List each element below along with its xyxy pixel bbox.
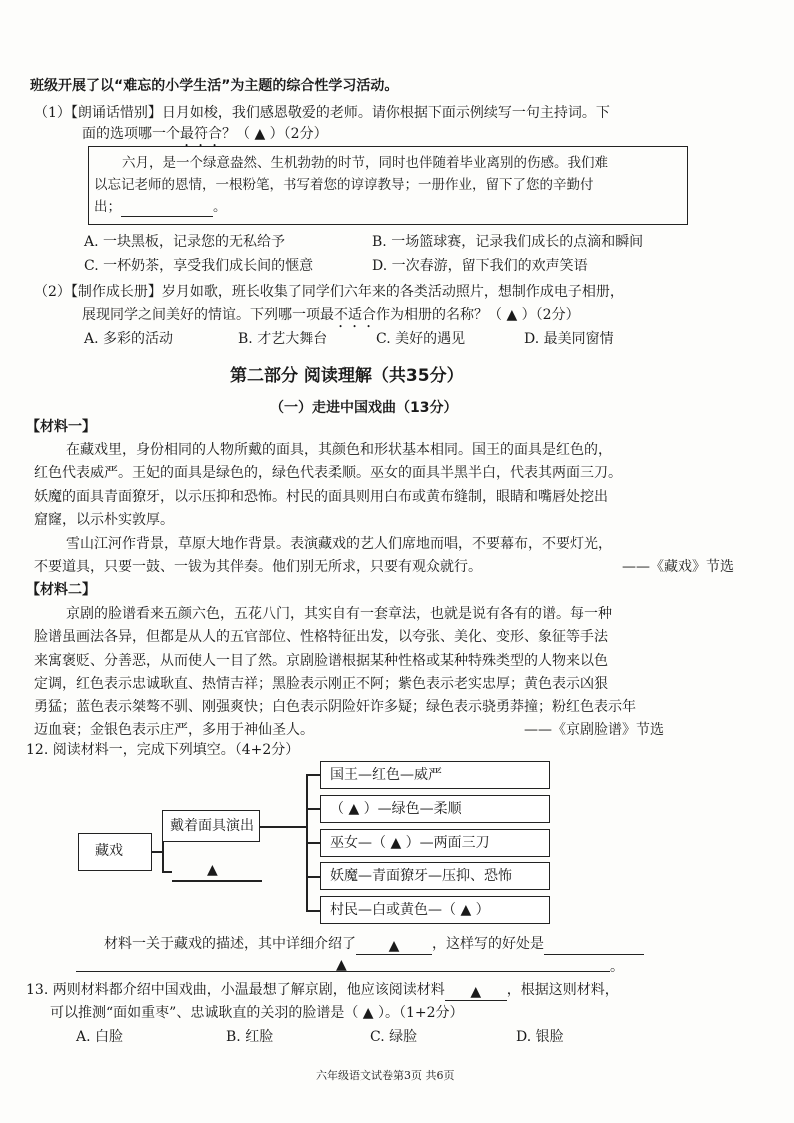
q2-option-b[interactable]: B. 才艺大舞台 xyxy=(238,331,328,347)
answer-line-mark: ▲ xyxy=(336,957,347,973)
material1-heading: 【材料一】 xyxy=(26,419,96,435)
diagram-leaf-label: 国王—红色—威严 xyxy=(330,767,442,783)
material2-line: 来寓褒贬、分善恶，从而使人一目了然。京剧脸谱根据某种性格或某种特殊类型的人物来以色 xyxy=(34,653,608,669)
box-line1: 六月，是一个绿意盎然、生机勃勃的时节，同时也伴随着毕业离别的伤感。我们难 xyxy=(122,155,608,171)
connector xyxy=(306,842,320,844)
diagram-leaf-label: 妖魔—青面獠牙—压抑、恐怖 xyxy=(330,868,512,884)
material1-line: 红色代表威严。王妃的面具是绿色的，绿色代表柔顺。巫女的面具半黑半白，代表其两面三刀。 xyxy=(34,465,622,481)
connector xyxy=(260,826,306,828)
q13-line1: 13. 两则材料都介绍中国戏曲，小温最想了解京剧，他应该阅读材料 ▲ ，根据这则材料， xyxy=(26,982,619,1000)
q13-option-a[interactable]: A. 白脸 xyxy=(76,1029,124,1045)
answer-line-end: 。 xyxy=(610,959,624,975)
q2-line2: 展现同学之间美好的情谊。下列哪一项最不适合作为相册的名称？（ ▲ ）（2分） xyxy=(82,307,580,323)
q13-option-c[interactable]: C. 绿脸 xyxy=(370,1029,418,1045)
part-title: 第二部分 阅读理解（共35分） xyxy=(230,366,464,386)
q1-option-d[interactable]: D. 一次春游，留下我们的欢声笑语 xyxy=(372,258,588,274)
answer-blank[interactable] xyxy=(544,936,644,955)
page-footer: 六年级语文试卷第3页 共6页 xyxy=(316,1069,455,1082)
answer-blank[interactable]: ▲ xyxy=(356,936,432,955)
q13-option-d[interactable]: D. 银脸 xyxy=(516,1029,564,1045)
material1-source: ——《藏戏》节选 xyxy=(622,559,734,575)
material2-line: 脸谱虽画法各异，但都是从人的五官部位、性格特征出发，以夸张、美化、变形、象征等手法 xyxy=(34,629,608,645)
material1-line: 不要道具，只要一鼓、一钹为其伴奏。他们别无所求，只要有观众就行。 xyxy=(34,559,482,575)
diagram-leaf-label[interactable]: （ ▲ ）—绿色—柔顺 xyxy=(330,801,462,817)
q13-option-b[interactable]: B. 红脸 xyxy=(226,1029,274,1045)
connector xyxy=(306,910,320,912)
connector xyxy=(162,871,172,873)
diagram-branch-blank-mark: ▲ xyxy=(207,862,218,878)
connector xyxy=(306,774,320,776)
answer-blank[interactable]: ▲ xyxy=(445,982,507,1001)
diagram-leaf-label[interactable]: 村民—白或黄色—（ ▲ ） xyxy=(330,902,490,918)
diagram-branch-mask-label: 戴着面具演出 xyxy=(170,818,254,834)
material2-line: 京剧的脸谱看来五颜六色，五花八门，其实自有一套章法，也就是说有各有的谱。每一种 xyxy=(66,606,612,622)
q13-line2: 可以推测“面如重枣”、忠诚耿直的关羽的脸谱是（ ▲ ）。（1+2分） xyxy=(50,1005,464,1021)
material2-line: 勇猛；蓝色表示桀骜不驯、刚强爽快；白色表示阴险奸诈多疑；绿色表示骁勇莽撞；粉红色表示年 xyxy=(34,699,636,715)
section-title: （一）走进中国戏曲（13分） xyxy=(270,400,458,416)
material2-line: 定调，红色表示忠诚耿直、热情吉祥；黑脸表示刚正不阿；紫色表示老实忠厚；黄色表示凶狠 xyxy=(34,676,608,692)
answer-blank[interactable] xyxy=(121,202,213,217)
q2-line1: （2）【制作成长册】岁月如歌，班长收集了同学们六年来的各类活动照片，想制作成电子相册， xyxy=(34,284,624,300)
box-line3: 出； 。 xyxy=(94,197,227,217)
material1-line: 窟窿，以示朴实敦厚。 xyxy=(34,512,174,528)
material2-line: 迈血衰；金银色表示庄严，多用于神仙圣人。 xyxy=(34,722,314,738)
q1-option-b[interactable]: B. 一场篮球赛，记录我们成长的点滴和瞬间 xyxy=(372,234,644,250)
diagram-root-label: 藏戏 xyxy=(95,843,123,859)
box-line2: 以忘记老师的恩情，一根粉笔，书写着您的谆谆教导；一册作业，留下了您的辛勤付 xyxy=(94,177,594,193)
diagram-leaf-label[interactable]: 巫女—（ ▲ ）—两面三刀 xyxy=(330,835,490,851)
connector xyxy=(306,876,320,878)
q2-option-a[interactable]: A. 多彩的活动 xyxy=(84,331,174,347)
intro-text: 班级开展了以“难忘的小学生活”为主题的综合性学习活动。 xyxy=(30,78,399,94)
q1-line2: 面的选项哪一个最符合？（ ▲ ）（2分） xyxy=(82,126,328,142)
q1-option-a[interactable]: A. 一块黑板，记录您的无私给予 xyxy=(84,234,286,250)
q12-title: 12. 阅读材料一，完成下列填空。（4+2分） xyxy=(26,742,300,758)
q2-option-c[interactable]: C. 美好的遇见 xyxy=(376,331,466,347)
q2-option-d[interactable]: D. 最美同窗情 xyxy=(524,331,614,347)
material1-line: 妖魔的面具青面獠牙，以示压抑和恐怖。村民的面具则用白布或黄布缝制，眼睛和嘴唇处挖出 xyxy=(34,489,608,505)
material2-heading: 【材料二】 xyxy=(26,582,96,598)
material2-source: ——《京剧脸谱》节选 xyxy=(524,722,664,738)
connector xyxy=(306,808,320,810)
q12-fill-line: 材料一关于藏戏的描述，其中详细介绍了 ▲ ，这样写的好处是 xyxy=(104,934,644,955)
q1-line1: （1）【朗诵话惜别】日月如梭，我们感恩敬爱的老师。请你根据下面示例续写一句主持词。下 xyxy=(34,105,610,121)
material1-line: 雪山江河作背景，草原大地作背景。表演藏戏的艺人们席地而唱，不要幕布，不要灯光， xyxy=(66,536,612,552)
q1-option-c[interactable]: C. 一杯奶茶，享受我们成长间的惬意 xyxy=(84,258,314,274)
material1-line: 在藏戏里，身份相同的人物所戴的面具，其颜色和形状基本相同。国王的面具是红色的， xyxy=(66,442,612,458)
connector xyxy=(152,851,162,853)
